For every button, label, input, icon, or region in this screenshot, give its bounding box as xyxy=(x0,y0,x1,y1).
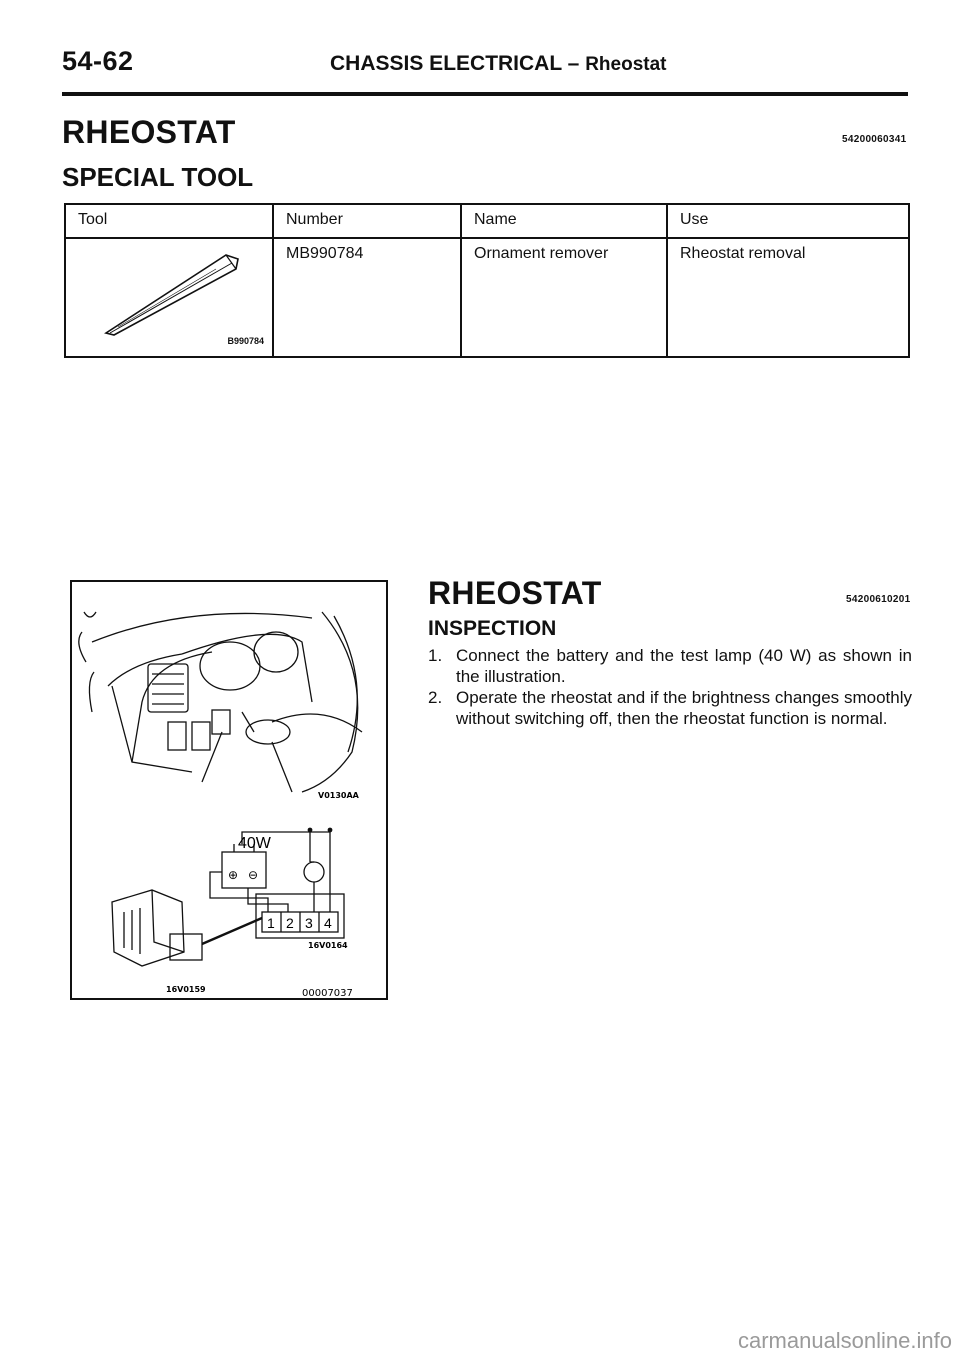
switch-figure-code: 16V0159 xyxy=(166,985,206,994)
header-dash: – xyxy=(567,52,580,75)
col-header-use: Use xyxy=(667,204,909,238)
terminal-1: 1 xyxy=(267,915,275,931)
tool-image-cell xyxy=(65,238,273,357)
section-code: 54200060341 xyxy=(842,134,907,145)
battery-negative-icon: ⊖ xyxy=(248,868,259,882)
section-title: RHEOSTAT xyxy=(62,114,236,150)
step-number: 1. xyxy=(428,646,443,665)
lamp-wattage-label: 40W xyxy=(238,835,271,852)
page-number: 54-62 xyxy=(62,46,134,76)
watermark: carmanualsonline.info xyxy=(737,1328,952,1353)
tool-number: MB990784 xyxy=(273,238,461,357)
subsection-name: Rheostat xyxy=(585,54,667,75)
figure-number: 00007037 xyxy=(302,988,353,998)
inspection-section-code: 54200610201 xyxy=(846,594,911,605)
inspection-illustration xyxy=(70,580,388,1000)
step-text: Operate the rheostat and if the brightness changes smoothly without switching off, then the rheostat function is normal. xyxy=(456,688,912,728)
connector-figure-code: 16V0164 xyxy=(308,941,348,950)
tool-code: B990784 xyxy=(227,336,264,346)
running-header xyxy=(330,52,666,76)
section-name: CHASSIS ELECTRICAL xyxy=(330,52,562,75)
step-number: 2. xyxy=(428,688,443,707)
col-header-number: Number xyxy=(273,204,461,238)
dashboard-and-circuit-drawing xyxy=(72,582,386,998)
step-text: Connect the battery and the test lamp (40 W) as shown in the illustration. xyxy=(456,646,912,686)
tool-name: Ornament remover xyxy=(461,238,667,357)
terminal-3: 3 xyxy=(305,915,313,931)
list-item xyxy=(428,645,912,687)
inspection-steps xyxy=(428,645,912,729)
tool-use: Rheostat removal xyxy=(667,238,909,357)
inspection-section-title: RHEOSTAT xyxy=(428,575,602,611)
battery-positive-icon: ⊕ xyxy=(228,868,239,882)
special-tool-table xyxy=(64,203,910,358)
inspection-heading: INSPECTION xyxy=(428,617,557,640)
table-header-row xyxy=(65,204,909,238)
table-row xyxy=(65,238,909,357)
terminal-2: 2 xyxy=(286,915,294,931)
header-rule xyxy=(62,92,908,96)
dashboard-figure-code: V0130AA xyxy=(318,791,359,800)
terminal-4: 4 xyxy=(324,915,332,931)
special-tool-heading: SPECIAL TOOL xyxy=(62,162,254,192)
list-item xyxy=(428,687,912,729)
col-header-name: Name xyxy=(461,204,667,238)
ornament-remover-illustration xyxy=(66,239,272,351)
col-header-tool: Tool xyxy=(65,204,273,238)
